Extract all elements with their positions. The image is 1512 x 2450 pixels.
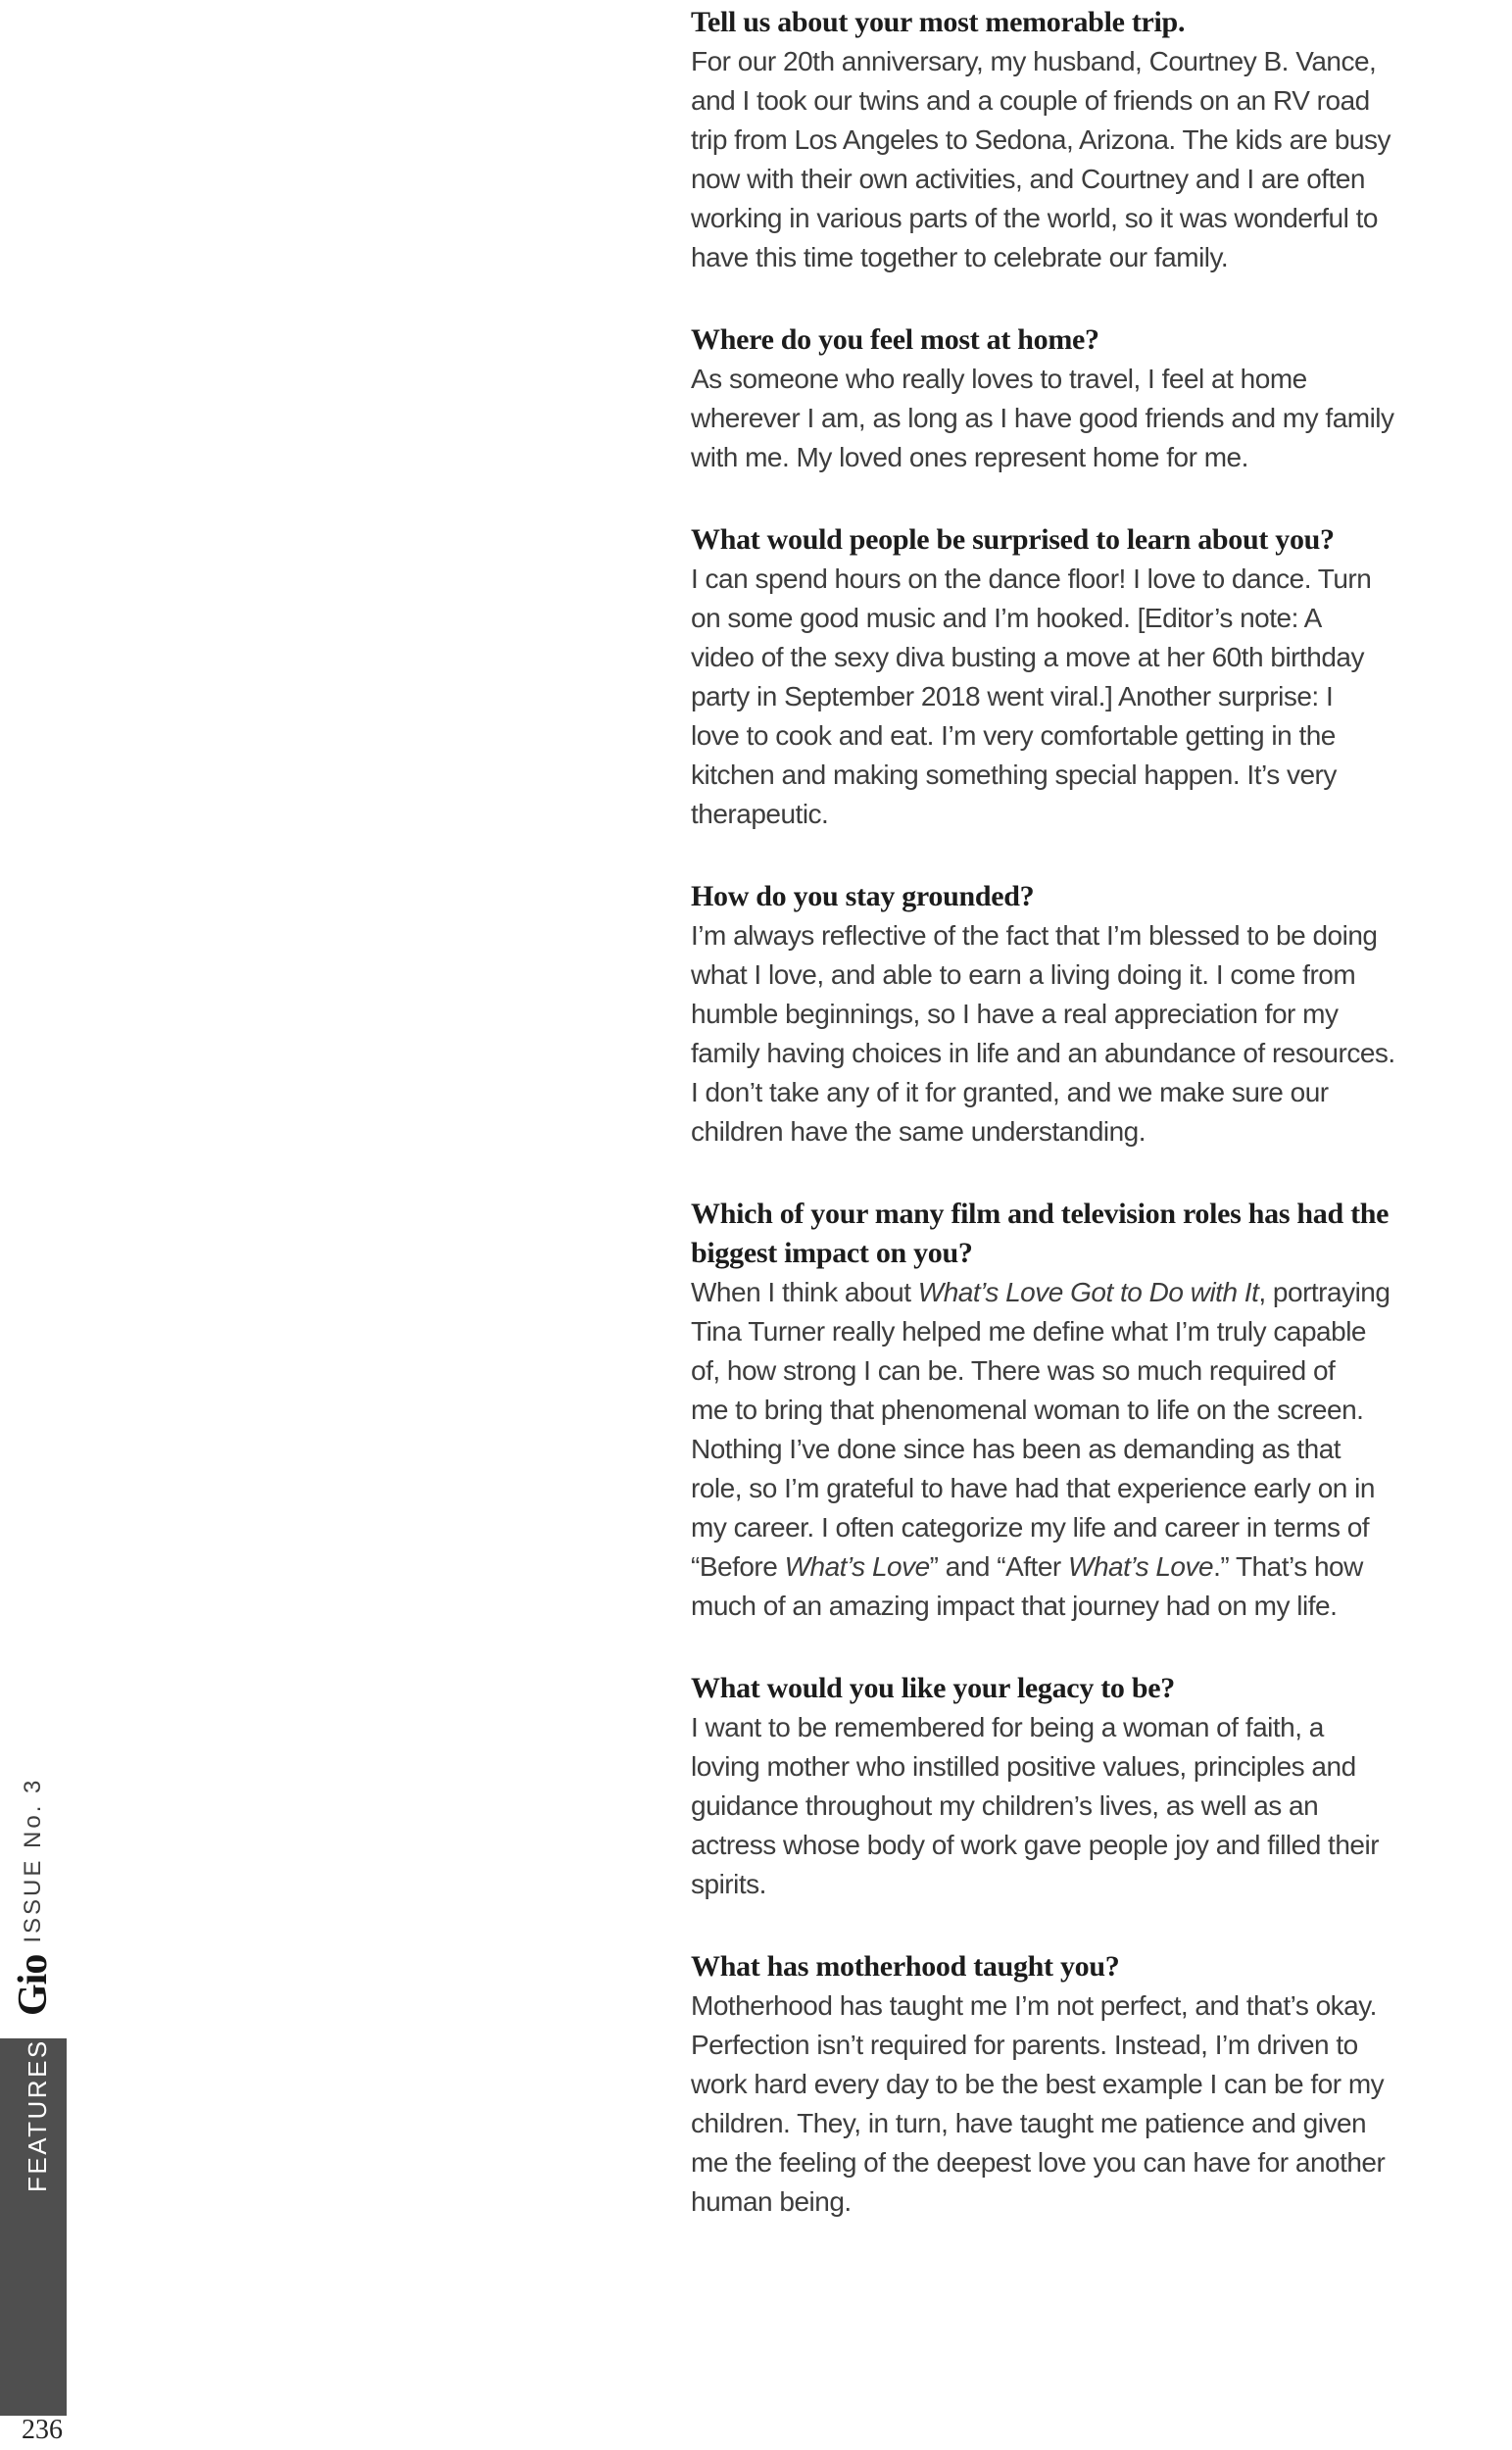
body-line: working in various parts of the world, so it was wonderful to bbox=[691, 203, 1378, 233]
body-line: me the feeling of the deepest love you can have for another bbox=[691, 2147, 1386, 2178]
body-line: Motherhood has taught me I’m not perfect, and that’s okay. bbox=[691, 1990, 1377, 2021]
question-heading: How do you stay grounded? bbox=[691, 880, 1035, 912]
italic-movie-title: What’s Love bbox=[1068, 1551, 1214, 1582]
features-bar bbox=[0, 2038, 67, 2416]
qa-section-roles bbox=[691, 1195, 1504, 1626]
question-heading: biggest impact on you? bbox=[691, 1237, 973, 1269]
body-line: now with their own activities, and Courtney and I are often bbox=[691, 164, 1365, 194]
page-number: 236 bbox=[22, 2415, 63, 2445]
body-line: work hard every day to be the best example I can be for my bbox=[691, 2069, 1385, 2099]
qa-section-trip bbox=[691, 3, 1504, 277]
body-text: .” That’s how bbox=[1213, 1551, 1363, 1582]
body-line: human being. bbox=[691, 2186, 852, 2217]
body-line: what I love, and able to earn a living doing it. I come from bbox=[691, 959, 1356, 990]
body-line: As someone who really loves to travel, I feel at home bbox=[691, 364, 1307, 394]
question-heading: What would you like your legacy to be? bbox=[691, 1672, 1175, 1704]
body-line: humble beginnings, so I have a real appreciation for my bbox=[691, 999, 1339, 1029]
section-label: FEATURES bbox=[23, 2038, 52, 2192]
body-text: “Before bbox=[691, 1551, 785, 1582]
body-line: of, how strong I can be. There was so much required of bbox=[691, 1355, 1336, 1386]
body-line: have this time together to celebrate our family. bbox=[691, 242, 1229, 272]
issue-label: ISSUE No. 3 bbox=[20, 1777, 46, 1943]
body-line: For our 20th anniversary, my husband, Courtney B. Vance, bbox=[691, 46, 1377, 76]
body-line: therapeutic. bbox=[691, 799, 829, 829]
qa-section-motherhood bbox=[691, 1947, 1504, 2222]
body-line: I want to be remembered for being a woman of faith, a bbox=[691, 1712, 1324, 1742]
body-line: my career. I often categorize my life and career in terms of bbox=[691, 1512, 1370, 1543]
qa-section-grounded bbox=[691, 877, 1504, 1152]
body-line: actress whose body of work gave people joy and filled their bbox=[691, 1830, 1380, 1860]
body-line: love to cook and eat. I’m very comfortable getting in the bbox=[691, 720, 1336, 751]
body-line: with me. My loved ones represent home for me. bbox=[691, 442, 1248, 472]
italic-movie-title: What’s Love Got to Do with It bbox=[917, 1277, 1259, 1307]
magazine-logo: Gio bbox=[11, 1954, 56, 2016]
body-line bbox=[691, 1273, 1504, 1312]
question-heading: What has motherhood taught you? bbox=[691, 1950, 1120, 1983]
body-line: and I took our twins and a couple of friends on an RV road bbox=[691, 85, 1370, 116]
question-heading: What would people be surprised to learn about you? bbox=[691, 523, 1335, 556]
body-line: Nothing I’ve done since has been as demanding as that bbox=[691, 1434, 1341, 1464]
question-heading: Tell us about your most memorable trip. bbox=[691, 6, 1186, 38]
body-line: party in September 2018 went viral.] Another surprise: I bbox=[691, 681, 1334, 711]
body-line: role, so I’m grateful to have had that experience early on in bbox=[691, 1473, 1375, 1503]
body-line bbox=[691, 1547, 1504, 1587]
body-line: wherever I am, as long as I have good friends and my family bbox=[691, 403, 1394, 433]
italic-movie-title: What’s Love bbox=[784, 1551, 930, 1582]
question-heading: Where do you feel most at home? bbox=[691, 323, 1099, 356]
body-line: children have the same understanding. bbox=[691, 1116, 1146, 1147]
body-line: spirits. bbox=[691, 1869, 766, 1899]
body-line: guidance throughout my children’s lives, as well as an bbox=[691, 1790, 1319, 1821]
body-text: When I think about bbox=[691, 1277, 918, 1307]
qa-section-legacy bbox=[691, 1669, 1504, 1904]
interview-column bbox=[691, 3, 1504, 2222]
body-line: video of the sexy diva busting a move at her 60th birthday bbox=[691, 642, 1364, 672]
body-text: , portraying bbox=[1258, 1277, 1390, 1307]
body-line: children. They, in turn, have taught me patience and given bbox=[691, 2108, 1367, 2138]
body-line: me to bring that phenomenal woman to life on the screen. bbox=[691, 1395, 1364, 1425]
question-heading: Which of your many film and television roles has had the bbox=[691, 1198, 1390, 1230]
body-line: kitchen and making something special happen. It’s very bbox=[691, 760, 1337, 790]
body-line: family having choices in life and an abundance of resources. bbox=[691, 1038, 1395, 1068]
body-line: much of an amazing impact that journey had on my life. bbox=[691, 1591, 1338, 1621]
body-line: I don’t take any of it for granted, and we make sure our bbox=[691, 1077, 1329, 1107]
qa-section-home bbox=[691, 320, 1504, 477]
qa-section-surprised bbox=[691, 520, 1504, 834]
body-line: on some good music and I’m hooked. [Editor’s note: A bbox=[691, 603, 1322, 633]
body-line: loving mother who instilled positive values, principles and bbox=[691, 1751, 1356, 1782]
body-line: I can spend hours on the dance floor! I love to dance. Turn bbox=[691, 564, 1372, 594]
body-line: Perfection isn’t required for parents. Instead, I’m driven to bbox=[691, 2030, 1358, 2060]
body-line: Tina Turner really helped me define what I’m truly capable bbox=[691, 1316, 1366, 1347]
body-line: I’m always reflective of the fact that I’m blessed to be doing bbox=[691, 920, 1378, 951]
body-text: ” and “After bbox=[929, 1551, 1069, 1582]
masthead-vertical bbox=[13, 1778, 54, 2016]
body-line: trip from Los Angeles to Sedona, Arizona. The kids are busy bbox=[691, 124, 1390, 155]
